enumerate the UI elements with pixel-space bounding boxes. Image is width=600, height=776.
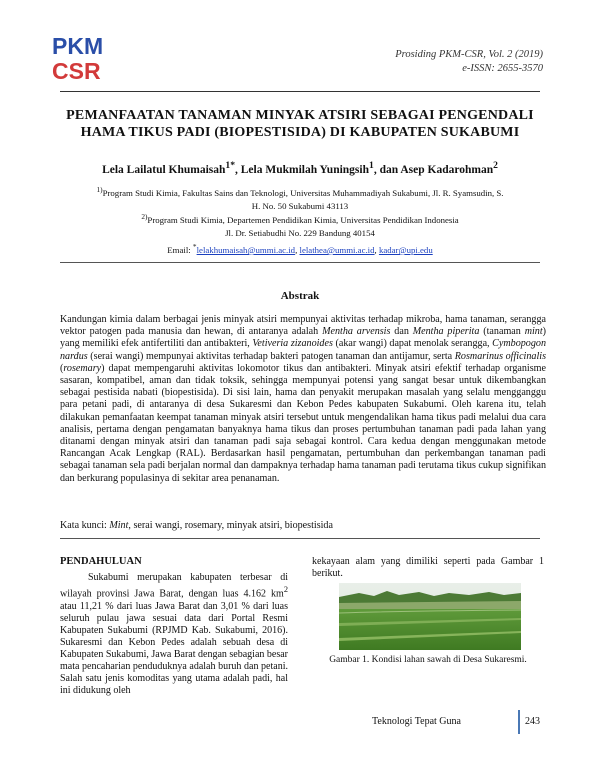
abstract-body: Kandungan kimia dalam berbagai jenis minyak atsiri mempunyai aktivitas terhadap mikroba, hama tanaman, serangga vektor patogen pada manusia dan hewan, di antaranya adalah Mentha arvensis dan Mentha piperita (tanaman mint) yang memiliki efek antifertiliti dan antibakteri, Vetiveria zizanoides (akar wangi) dapat menolak serangga, Cymbopogon nardus (serai wangi) mempunyai aktivitas terhadap bakteri patogen tanaman dan antijamur, serta Rosmarinus officinalis (rosemary) dapat mempengaruhi aktivitas lokomotor tikus dan antibakteri. Minyak atsiri efektif terhadap organisme sasaran, kompatibel, aman dan tidak toksik, sehingga mempunyai potensi yang sangat besar untuk dikembangkan sebagai pestisida nabati (biopestisida). Di sisi lain, hama dan penyakit merupakan masalah yang selalu mengganggu para petani padi, di antaranya di desa Sukaresmi dan Kebon Pedes kabupaten Sukabumi. Oleh karena itu, telah dilakukan pemanfaatan keempat tanaman minyak atsiri tersebut untuk mengendalikan hama tikus padi melalui dua cara analisis, pertama dengan pengamatan banyaknya hama tikus dan proses pertumbuhan tanaman padi pada lahan yang ditanami dengan minyak atsiri dan tanaman padi saja sebagai kontrol. Cara kedua dengan menggunakan metode Rancangan Acak Lengkap (RAL). Berdasarkan hasil pengamatan, pertumbuhan dan perkembangan tanaman padi sebagai tanaman sela padi berjalan normal dan dampaknya terhadap hama tanaman padi terutama tikus cukup signifikan dan berkurang populasinya di sekitar area penanaman.	[60, 314, 547, 484]
page-number: 243	[525, 716, 540, 727]
email-separator: ,	[295, 244, 300, 255]
header-divider	[60, 91, 540, 92]
body-column-right: kekayaan alam yang dimiliki seperti pada Gambar 1 berikut.	[312, 556, 544, 580]
title-line-2: HAMA TIKUS PADI (BIOPESTISIDA) DI KABUPATEN SUKABUMI	[80, 125, 520, 140]
footer-journal: Teknologi Tepat Guna	[372, 716, 461, 727]
logo-text-bottom: CSR	[52, 58, 101, 82]
keywords	[60, 520, 540, 531]
body-top-divider	[60, 538, 540, 539]
pkm-csr-logo	[52, 32, 107, 82]
email-line: Email: *lelakhumaisah@ummi.ac.id, lelathea@ummi.ac.id, kadar@upi.edu	[167, 242, 433, 255]
affiliation-2-marker: 2)	[141, 212, 148, 221]
affiliation-1-marker: 1)	[96, 185, 103, 194]
author-separator: ,	[235, 163, 241, 176]
author-list	[60, 160, 540, 176]
issn: e-ISSN: 2655-3570	[462, 63, 543, 74]
author-3: Asep Kadarohman	[400, 163, 494, 176]
figure-label: Gambar 1	[329, 655, 367, 665]
paper-title	[60, 107, 540, 141]
footer-bar	[518, 710, 520, 734]
author-1: Lela Lailatul Khumaisah	[102, 163, 226, 176]
abstract-top-divider	[60, 262, 540, 263]
keyword-mint: Mint	[109, 520, 129, 531]
keywords-label: Kata kunci:	[60, 520, 110, 531]
affiliation-1-line-2: H. No. 50 Sukabumi 43113	[251, 200, 349, 211]
author-1-affil: 1*	[225, 160, 235, 171]
logo-text-top: PKM	[52, 33, 104, 59]
abstract-heading: Abstrak	[280, 290, 320, 302]
author-2: Lela Mukmilah Yuningsih	[240, 163, 370, 176]
affiliation-1	[60, 183, 540, 213]
body-column-left: Sukabumi merupakan kabupaten terbesar di wilayah provinsi Jawa Barat, dengan luas 4.162 $km^2$ atau 11,21 % dari luas Jawa Barat dan 3,01 % dari luas seluruh pulau jawa sesuai data dari Portal Resmi Kabupaten Sukabumi (RPJMD Kab. Sukabumi, 2016). Sukaresmi dan Kebon Pedes adalah sebuah desa di Kabupaten Sukabumi, Jawa Barat dengan sebagian besar mata pencaharian penduduknya adalah buruh dan petani. Salah satu jenis komoditas yang utama adalah padi, hal ini didukung oleh	[60, 572, 288, 697]
keywords-list: , serai wangi, rosemary, minyak atsiri, biopestisida	[128, 520, 333, 531]
affiliation-2	[60, 210, 540, 240]
affiliation-2-line-2: Jl. Dr. Setiabudhi No. 229 Bandung 40154	[225, 227, 375, 238]
rice-field-photo	[339, 583, 521, 650]
affiliation-1-line-1: Program Studi Kimia, Fakultas Sains dan Teknologi, Universitas Muhammadiyah Sukabumi, Jl. R. Syamsudin, S.	[102, 187, 504, 198]
affiliation-2-line-1: Program Studi Kimia, Departemen Pendidikan Kimia, Universitas Pendidikan Indonesia	[147, 214, 459, 225]
email-label: Email:	[167, 244, 193, 255]
title-line-1: PEMANFAATAN TANAMAN MINYAK ATSIRI SEBAGAI PENGENDALI	[66, 108, 534, 123]
figure-caption-text: . Kondisi lahan sawah di Desa Sukaresmi.	[366, 655, 527, 665]
section-heading: PENDAHULUAN	[60, 556, 142, 567]
author-3-affil: 2	[493, 160, 498, 171]
proceedings-name: Prosiding PKM-CSR, Vol. 2 (2019)	[395, 49, 543, 60]
author-2-affil: 1	[369, 160, 374, 171]
email-link-1[interactable]: lelakhumaisah@ummi.ac.id	[196, 244, 296, 255]
figure-caption	[312, 655, 544, 665]
email-separator: ,	[374, 244, 379, 255]
author-separator: , dan	[373, 163, 401, 176]
email-link-2[interactable]: lelathea@ummi.ac.id	[299, 244, 375, 255]
email-link-3[interactable]: kadar@upi.edu	[378, 244, 433, 255]
